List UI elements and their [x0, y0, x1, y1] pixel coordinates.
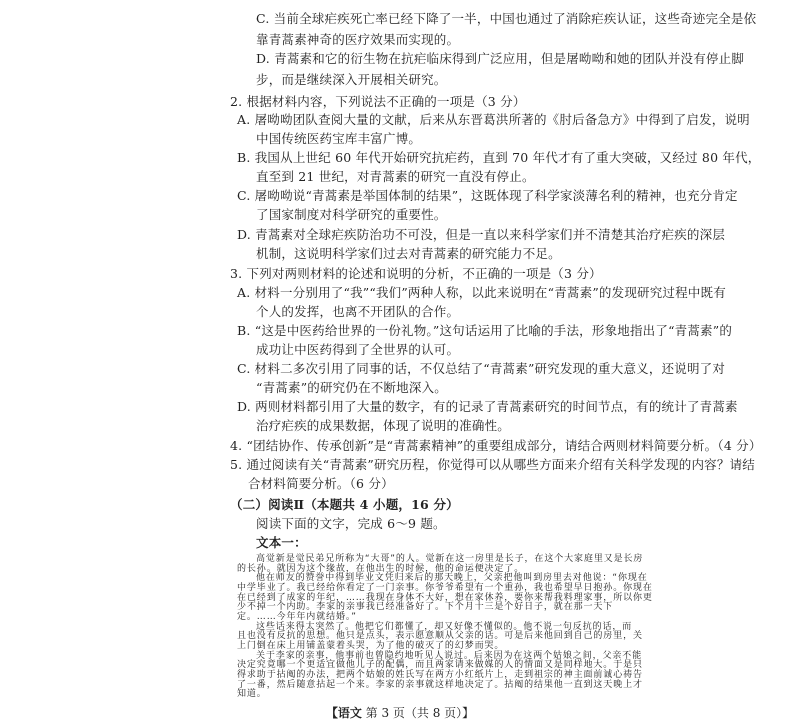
passage-line: 这些话来得太突然了。他把它们都懂了，却又好像不懂似的。他不说一句反抗的话，而 [256, 621, 633, 632]
q2-option-d-line1: D. 青蒿素对全球疟疾防治功不可没，但是一直以来科学家们并不清楚其治疗疟疾的深层 [237, 227, 726, 242]
q1-option-c-line1: C. 当前全球疟疾死亡率已经下降了一半，中国也通过了消除疟疾认证，这些奇迹完全是依 [256, 11, 757, 26]
q2-option-a-line1: A. 屠呦呦团队查阅大量的文献，后来从东晋葛洪所著的《肘后备急方》中得到了启发，说明 [237, 112, 750, 127]
passage-line: 少不掉一个内助。李家的亲事我已经准备好了。下个月十三是个好日子，就在那一天下 [237, 602, 614, 613]
q3-option-c-line2: “青蒿素”的研究仍在不断地深入。 [256, 380, 447, 395]
passage-line: 且也没有反抗的思想。他只是点头，表示愿意顺从父亲的话。可是后来他回到自己的房里，关 [237, 631, 643, 642]
q3-option-a-line2: 个人的发挥，也离不开团队的合作。 [256, 304, 460, 319]
q5-stem-line1: 5. 通过阅读有关“青蒿素”研究历程，你觉得可以从哪些方面来介绍有关科学发现的内容？请结 [230, 457, 755, 472]
passage-line: 决定究竟哪一个更适宜做他儿子的配偶，而且两家请来做媒的人的情面又是同样地大。于是只 [237, 660, 643, 671]
passage-line: 在已经到了成家的年纪，……我现在身体不大好，想在家休养，要你来帮我料理家事，所以你更 [237, 592, 653, 603]
q4-stem: 4. “团结协作、传承创新”是“青蒿素精神”的重要组成部分，请结合两则材料简要分析。（4 分） [230, 438, 762, 453]
q2-option-a-line2: 中国传统医药宝库丰富广博。 [256, 131, 422, 146]
q3-option-a-line1: A. 材料一分别用了“我”“我们”两种人称，以此来说明在“青蒿素”的发现研究过程中既有 [237, 285, 726, 300]
passage-line: 的长孙。就因为这个缘故，在他出生的时候，他的命运便决定了。 [237, 563, 525, 574]
passage-line: 了一番，然后随意拈起一个来。李家的亲事就这样地决定了。拈阄的结果他一直到这天晚上才 [237, 679, 643, 690]
q3-option-b-line1: B. “这是中医药给世界的一份礼物。”这句话运用了比喻的手法，形象地指出了“青蒿素”的 [237, 323, 733, 338]
passage-line: 知道。 [237, 689, 267, 700]
text1-label: 文本一： [256, 535, 307, 550]
section2-instruction: 阅读下面的文字，完成 6～9 题。 [256, 516, 446, 531]
q3-option-b-line2: 成功让中医药得到了全世界的认可。 [256, 342, 460, 357]
q5-stem-line2: 合材料简要分析。（6 分） [248, 476, 394, 491]
q1-option-c-line2: 靠青蒿素神奇的医疗效果而实现的。 [256, 32, 460, 47]
q2-stem: 2. 根据材料内容，下列说法不正确的一项是（3 分） [230, 94, 526, 109]
footer-subject: 【语文 [325, 706, 362, 720]
q2-option-c-line1: C. 屠呦呦说“青蒿素是举国体制的结果”，这既体现了科学家淡薄名利的精神，也充分肯定 [237, 188, 738, 203]
q2-option-b-line1: B. 我国从上世纪 60 年代开始研究抗疟药，直到 70 年代才有了重大突破，又经过 80 年代， [237, 150, 761, 165]
q2-option-d-line2: 机制，这说明科学家们过去对青蒿素的研究能力不足。 [256, 246, 561, 261]
q3-option-d-line1: D. 两则材料都引用了大量的数字，有的记录了青蒿素研究的时间节点，有的统计了青蒿素 [237, 399, 738, 414]
passage-line: 他在师友的赞誉中得到毕业文凭归来后的那天晚上，父亲把他叫到房里去对他说：“你现在 [256, 573, 648, 584]
page-footer [0, 704, 800, 721]
passage-line: 得求助于拈阄的办法，把两个姑娘的姓氏写在两方小红纸片上，走到祖宗的神主面前诚心祷告 [237, 670, 643, 680]
section2-title: （二）阅读Ⅱ（本题共 4 小题，16 分） [230, 497, 459, 512]
passage-line: 中学毕业了。我已经给你看定了一门亲事。你爷爷希望有一个重孙，我也希望早日抱孙。你现在 [237, 583, 653, 593]
q3-stem: 3. 下列对两则材料的论述和说明的分析，不正确的一项是（3 分） [230, 266, 602, 281]
q2-option-b-line2: 直至到 21 世纪，对青蒿素的研究一直没有停止。 [256, 169, 535, 184]
footer-page-info: 第 3 页（共 8 页）】 [365, 706, 475, 720]
q3-option-d-line2: 治疗疟疾的成果数据，体现了说明的准确性。 [256, 418, 511, 433]
q1-option-d-line2: 步，而是继续深入开展相关研究。 [256, 72, 447, 87]
passage-line: 关于李家的亲事，他事前也曾隐约地听见人说过。后来因为在这两个姑娘之间，父亲不能 [256, 650, 643, 661]
passage-line: 高觉新是觉民弟兄所称为“大哥”的人。觉新在这一房里是长子，在这个大家庭里又是长房 [256, 554, 644, 564]
passage-line: 上门倒在床上用铺盖蒙着头哭，为了他的破灭了的幻梦而哭。 [237, 641, 505, 651]
q2-option-c-line2: 了国家制度对科学研究的重要性。 [256, 207, 447, 222]
passage-line: 定。……今年年内就结婚。” [237, 612, 357, 622]
q3-option-c-line1: C. 材料二多次引用了同事的话，不仅总结了“青蒿素”研究发现的重大意义，还说明了对 [237, 361, 726, 376]
q1-option-d-line1: D. 青蒿素和它的衍生物在抗疟临床得到广泛应用，但是屠呦呦和她的团队并没有停止脚 [256, 51, 745, 66]
